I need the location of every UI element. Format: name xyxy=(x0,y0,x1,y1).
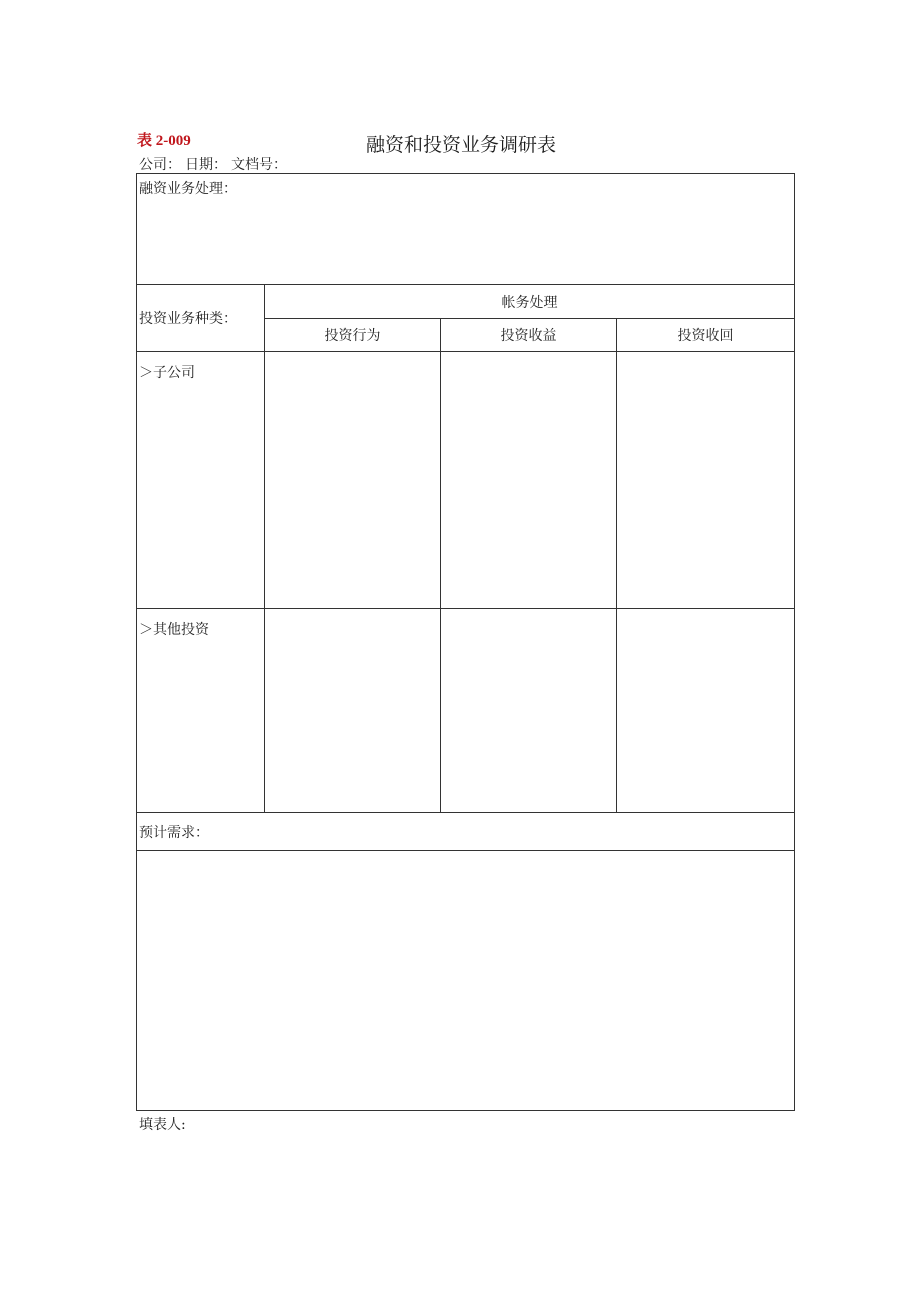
accounting-header: 帐务处理 xyxy=(265,285,795,319)
meta-line xyxy=(139,154,291,174)
row-label-other-investment: ＞其他投资 xyxy=(137,609,265,813)
entry-cell-subsidiary-income[interactable] xyxy=(441,352,617,609)
date-label: 日期： xyxy=(185,157,227,173)
financing-cell[interactable] xyxy=(137,174,795,285)
entry-cell-subsidiary-action[interactable] xyxy=(265,352,441,609)
expected-needs-row xyxy=(137,813,795,851)
table-row xyxy=(137,609,795,813)
expected-needs-label: 预计需求： xyxy=(137,813,795,851)
form-number: 表 2-009 xyxy=(137,133,191,149)
financing-row xyxy=(137,174,795,285)
entry-cell-other-recovery[interactable] xyxy=(617,609,795,813)
survey-table xyxy=(136,173,795,1111)
page-title: 融资和投资业务调研表 xyxy=(366,134,557,156)
financing-label: 融资业务处理： xyxy=(139,181,237,197)
column-header-investment-recovery: 投资收回 xyxy=(617,319,795,352)
expected-needs-body-row xyxy=(137,851,795,1111)
filler-label: 填表人: xyxy=(139,1117,186,1133)
entry-cell-subsidiary-recovery[interactable] xyxy=(617,352,795,609)
column-header-investment-action: 投资行为 xyxy=(265,319,441,352)
doc-number-label: 文档号： xyxy=(231,157,287,173)
table-row xyxy=(137,352,795,609)
row-label-subsidiary: ＞子公司 xyxy=(137,352,265,609)
column-header-investment-income: 投资收益 xyxy=(441,319,617,352)
entry-cell-other-action[interactable] xyxy=(265,609,441,813)
investment-types-label: 投资业务种类： xyxy=(139,311,237,327)
expected-needs-entry[interactable] xyxy=(137,851,795,1111)
investment-types-cell xyxy=(137,285,265,352)
entry-cell-other-income[interactable] xyxy=(441,609,617,813)
company-label: 公司： xyxy=(139,157,181,173)
accounting-header-row xyxy=(137,285,795,319)
